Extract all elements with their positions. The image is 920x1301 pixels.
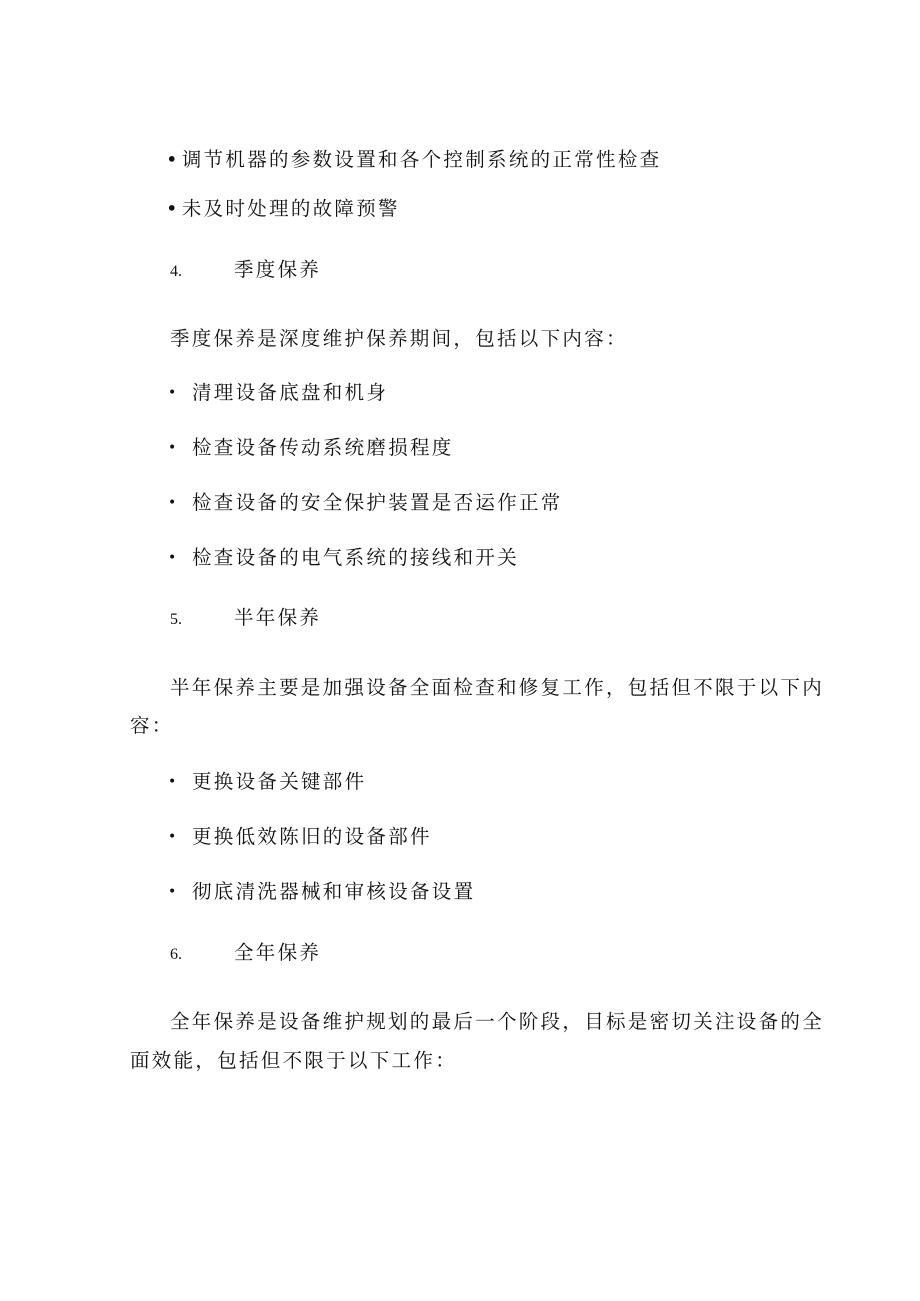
list-item-text: 检查设备的安全保护装置是否运作正常 xyxy=(192,491,563,514)
list-item-text: 更换设备关键部件 xyxy=(192,770,367,793)
bullet-icon: • xyxy=(166,148,180,171)
section-number: 5. xyxy=(170,611,182,628)
section-number: 4. xyxy=(170,263,182,280)
bullet-icon: • xyxy=(168,385,179,401)
section-title: 全年保养 xyxy=(234,941,322,964)
section-intro: 季度保养是深度维护保养期间，包括以下内容： xyxy=(170,327,628,350)
section-title: 半年保养 xyxy=(234,606,322,629)
section-number: 6. xyxy=(170,946,182,963)
section-intro-continued: 面效能，包括但不限于以下工作： xyxy=(130,1049,458,1072)
section-title: 季度保养 xyxy=(234,258,322,281)
list-item-text: 调节机器的参数设置和各个控制系统的正常性检查 xyxy=(181,148,662,171)
bullet-icon: • xyxy=(168,550,179,566)
bullet-icon: • xyxy=(166,197,180,220)
list-item-text: 更换低效陈旧的设备部件 xyxy=(192,825,432,848)
bullet-icon: • xyxy=(168,829,179,845)
list-item xyxy=(168,380,388,406)
bullet-icon: • xyxy=(168,495,179,511)
list-item-text: 彻底清洗器械和审核设备设置 xyxy=(192,880,476,903)
list-item xyxy=(168,769,366,795)
list-item xyxy=(168,879,475,905)
section-heading-4 xyxy=(170,257,321,285)
list-item-text: 清理设备底盘和机身 xyxy=(192,381,389,404)
bullet-icon: • xyxy=(168,774,179,790)
section-intro-continued: 容： xyxy=(130,714,174,737)
bullet-icon: • xyxy=(168,884,179,900)
list-item xyxy=(168,824,432,850)
list-item-text: 检查设备的电气系统的接线和开关 xyxy=(192,546,520,569)
section-heading-5 xyxy=(170,605,321,633)
list-item-text: 未及时处理的故障预警 xyxy=(181,197,400,220)
section-heading-6 xyxy=(170,940,321,968)
list-item xyxy=(168,490,563,516)
list-item xyxy=(168,435,454,461)
bullet-icon: • xyxy=(168,440,179,456)
list-item xyxy=(168,545,519,571)
list-item xyxy=(166,196,400,222)
list-item xyxy=(166,147,661,173)
section-intro: 全年保养是设备维护规划的最后一个阶段，目标是密切关注设备的全 xyxy=(170,1010,825,1033)
section-intro: 半年保养主要是加强设备全面检查和修复工作，包括但不限于以下内 xyxy=(170,676,825,699)
list-item-text: 检查设备传动系统磨损程度 xyxy=(192,436,454,459)
